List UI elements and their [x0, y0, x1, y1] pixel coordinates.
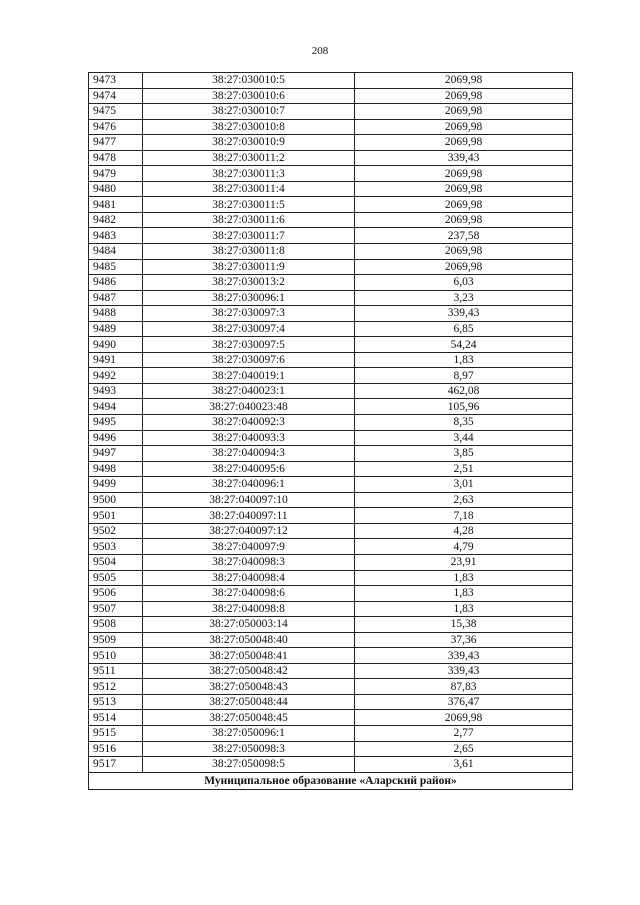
- table-row: [89, 694, 573, 710]
- table-row: [89, 632, 573, 648]
- cadastral-number-cell: 38:27:040093:3: [143, 430, 355, 446]
- table-row: [89, 321, 573, 337]
- row-number-cell: 9504: [89, 554, 143, 570]
- value-cell: 3,61: [355, 757, 573, 773]
- row-number-cell: 9474: [89, 88, 143, 104]
- value-cell: 1,83: [355, 586, 573, 602]
- row-number-cell: 9512: [89, 679, 143, 695]
- cadastral-number-cell: 38:27:040092:3: [143, 415, 355, 431]
- value-cell: 2,63: [355, 492, 573, 508]
- value-cell: 6,85: [355, 321, 573, 337]
- row-number-cell: 9479: [89, 166, 143, 182]
- row-number-cell: 9517: [89, 757, 143, 773]
- row-number-cell: 9513: [89, 694, 143, 710]
- cadastral-number-cell: 38:27:050048:44: [143, 694, 355, 710]
- cadastral-number-cell: 38:27:050048:40: [143, 632, 355, 648]
- row-number-cell: 9514: [89, 710, 143, 726]
- value-cell: 2,77: [355, 725, 573, 741]
- row-number-cell: 9480: [89, 181, 143, 197]
- value-cell: 2,65: [355, 741, 573, 757]
- value-cell: 3,44: [355, 430, 573, 446]
- value-cell: 1,83: [355, 570, 573, 586]
- row-number-cell: 9506: [89, 586, 143, 602]
- value-cell: 1,83: [355, 601, 573, 617]
- row-number-cell: 9476: [89, 119, 143, 135]
- cadastral-number-cell: 38:27:040096:1: [143, 477, 355, 493]
- value-cell: 23,91: [355, 554, 573, 570]
- value-cell: 105,96: [355, 399, 573, 415]
- table-row: [89, 757, 573, 773]
- value-cell: 1,83: [355, 352, 573, 368]
- row-number-cell: 9482: [89, 212, 143, 228]
- value-cell: 339,43: [355, 663, 573, 679]
- cadastral-number-cell: 38:27:040097:9: [143, 539, 355, 555]
- table-row: [89, 290, 573, 306]
- value-cell: 2069,98: [355, 181, 573, 197]
- row-number-cell: 9501: [89, 508, 143, 524]
- table-row: [89, 337, 573, 353]
- value-cell: 3,01: [355, 477, 573, 493]
- value-cell: 3,85: [355, 446, 573, 462]
- value-cell: 2069,98: [355, 119, 573, 135]
- value-cell: 2069,98: [355, 244, 573, 260]
- value-cell: 2069,98: [355, 166, 573, 182]
- table-row: [89, 508, 573, 524]
- value-cell: 7,18: [355, 508, 573, 524]
- row-number-cell: 9496: [89, 430, 143, 446]
- row-number-cell: 9483: [89, 228, 143, 244]
- table-row: [89, 477, 573, 493]
- row-number-cell: 9487: [89, 290, 143, 306]
- cadastral-value-table: [88, 72, 573, 790]
- cadastral-number-cell: 38:27:040098:3: [143, 554, 355, 570]
- cadastral-number-cell: 38:27:030097:3: [143, 306, 355, 322]
- row-number-cell: 9508: [89, 617, 143, 633]
- value-cell: 237,58: [355, 228, 573, 244]
- table-row: [89, 259, 573, 275]
- table-row: [89, 399, 573, 415]
- cadastral-number-cell: 38:27:030097:6: [143, 352, 355, 368]
- row-number-cell: 9492: [89, 368, 143, 384]
- row-number-cell: 9509: [89, 632, 143, 648]
- table-row: [89, 181, 573, 197]
- table-body: [89, 73, 573, 790]
- value-cell: 2069,98: [355, 212, 573, 228]
- row-number-cell: 9489: [89, 321, 143, 337]
- cadastral-number-cell: 38:27:040098:4: [143, 570, 355, 586]
- table-row: [89, 166, 573, 182]
- cadastral-number-cell: 38:27:050098:5: [143, 757, 355, 773]
- value-cell: 2069,98: [355, 135, 573, 151]
- value-cell: 376,47: [355, 694, 573, 710]
- section-heading-row: [89, 772, 573, 789]
- value-cell: 15,38: [355, 617, 573, 633]
- row-number-cell: 9494: [89, 399, 143, 415]
- table-row: [89, 586, 573, 602]
- value-cell: 8,97: [355, 368, 573, 384]
- row-number-cell: 9493: [89, 383, 143, 399]
- row-number-cell: 9495: [89, 415, 143, 431]
- value-cell: 4,28: [355, 523, 573, 539]
- cadastral-number-cell: 38:27:030011:6: [143, 212, 355, 228]
- row-number-cell: 9511: [89, 663, 143, 679]
- cadastral-number-cell: 38:27:030011:7: [143, 228, 355, 244]
- table-row: [89, 197, 573, 213]
- cadastral-number-cell: 38:27:050003:14: [143, 617, 355, 633]
- table-row: [89, 244, 573, 260]
- row-number-cell: 9503: [89, 539, 143, 555]
- value-cell: 462,08: [355, 383, 573, 399]
- value-cell: 339,43: [355, 306, 573, 322]
- value-cell: 2069,98: [355, 104, 573, 120]
- table-row: [89, 119, 573, 135]
- cadastral-number-cell: 38:27:030097:4: [143, 321, 355, 337]
- row-number-cell: 9475: [89, 104, 143, 120]
- cadastral-number-cell: 38:27:050048:42: [143, 663, 355, 679]
- value-cell: 3,23: [355, 290, 573, 306]
- cadastral-number-cell: 38:27:030011:4: [143, 181, 355, 197]
- cadastral-number-cell: 38:27:040095:6: [143, 461, 355, 477]
- cadastral-number-cell: 38:27:030010:9: [143, 135, 355, 151]
- cadastral-number-cell: 38:27:030011:8: [143, 244, 355, 260]
- cadastral-number-cell: 38:27:040019:1: [143, 368, 355, 384]
- section-heading: Муниципальное образование «Аларский район»: [89, 772, 573, 789]
- table-row: [89, 539, 573, 555]
- cadastral-number-cell: 38:27:030010:5: [143, 73, 355, 89]
- table-row: [89, 741, 573, 757]
- cadastral-number-cell: 38:27:040097:10: [143, 492, 355, 508]
- row-number-cell: 9486: [89, 275, 143, 291]
- table-row: [89, 228, 573, 244]
- value-cell: 87,83: [355, 679, 573, 695]
- value-cell: 2069,98: [355, 710, 573, 726]
- row-number-cell: 9491: [89, 352, 143, 368]
- table-row: [89, 73, 573, 89]
- table-row: [89, 554, 573, 570]
- cadastral-number-cell: 38:27:030010:6: [143, 88, 355, 104]
- cadastral-number-cell: 38:27:030011:2: [143, 150, 355, 166]
- cadastral-number-cell: 38:27:040098:8: [143, 601, 355, 617]
- table-row: [89, 88, 573, 104]
- row-number-cell: 9515: [89, 725, 143, 741]
- value-cell: 2069,98: [355, 73, 573, 89]
- row-number-cell: 9505: [89, 570, 143, 586]
- table-row: [89, 212, 573, 228]
- cadastral-number-cell: 38:27:040094:3: [143, 446, 355, 462]
- table-row: [89, 104, 573, 120]
- table-row: [89, 710, 573, 726]
- table-row: [89, 415, 573, 431]
- table-row: [89, 461, 573, 477]
- cadastral-number-cell: 38:27:040097:11: [143, 508, 355, 524]
- value-cell: 2,51: [355, 461, 573, 477]
- table-row: [89, 679, 573, 695]
- table-row: [89, 275, 573, 291]
- cadastral-number-cell: 38:27:030013:2: [143, 275, 355, 291]
- table-row: [89, 617, 573, 633]
- row-number-cell: 9473: [89, 73, 143, 89]
- row-number-cell: 9477: [89, 135, 143, 151]
- page-number: 208: [311, 45, 329, 57]
- table-row: [89, 663, 573, 679]
- value-cell: 2069,98: [355, 197, 573, 213]
- cadastral-number-cell: 38:27:040098:6: [143, 586, 355, 602]
- row-number-cell: 9507: [89, 601, 143, 617]
- table-row: [89, 135, 573, 151]
- cadastral-number-cell: 38:27:050048:45: [143, 710, 355, 726]
- value-cell: 6,03: [355, 275, 573, 291]
- table-row: [89, 352, 573, 368]
- cadastral-number-cell: 38:27:040023:1: [143, 383, 355, 399]
- table-row: [89, 492, 573, 508]
- table-row: [89, 368, 573, 384]
- row-number-cell: 9510: [89, 648, 143, 664]
- table-row: [89, 306, 573, 322]
- cadastral-number-cell: 38:27:050048:43: [143, 679, 355, 695]
- cadastral-number-cell: 38:27:050098:3: [143, 741, 355, 757]
- cadastral-number-cell: 38:27:040023:48: [143, 399, 355, 415]
- table-row: [89, 648, 573, 664]
- value-cell: 2069,98: [355, 88, 573, 104]
- cadastral-number-cell: 38:27:030097:5: [143, 337, 355, 353]
- table-row: [89, 523, 573, 539]
- row-number-cell: 9502: [89, 523, 143, 539]
- cadastral-number-cell: 38:27:040097:12: [143, 523, 355, 539]
- row-number-cell: 9497: [89, 446, 143, 462]
- row-number-cell: 9490: [89, 337, 143, 353]
- table-row: [89, 150, 573, 166]
- value-cell: 4,79: [355, 539, 573, 555]
- row-number-cell: 9516: [89, 741, 143, 757]
- table-row: [89, 601, 573, 617]
- row-number-cell: 9484: [89, 244, 143, 260]
- row-number-cell: 9478: [89, 150, 143, 166]
- row-number-cell: 9500: [89, 492, 143, 508]
- row-number-cell: 9498: [89, 461, 143, 477]
- row-number-cell: 9481: [89, 197, 143, 213]
- row-number-cell: 9499: [89, 477, 143, 493]
- cadastral-number-cell: 38:27:050048:41: [143, 648, 355, 664]
- row-number-cell: 9485: [89, 259, 143, 275]
- table-row: [89, 383, 573, 399]
- table-row: [89, 725, 573, 741]
- value-cell: 339,43: [355, 648, 573, 664]
- value-cell: 2069,98: [355, 259, 573, 275]
- table-row: [89, 570, 573, 586]
- cadastral-number-cell: 38:27:030010:8: [143, 119, 355, 135]
- value-cell: 37,36: [355, 632, 573, 648]
- value-cell: 8,35: [355, 415, 573, 431]
- row-number-cell: 9488: [89, 306, 143, 322]
- cadastral-number-cell: 38:27:030096:1: [143, 290, 355, 306]
- table-row: [89, 430, 573, 446]
- cadastral-number-cell: 38:27:050096:1: [143, 725, 355, 741]
- value-cell: 339,43: [355, 150, 573, 166]
- table-row: [89, 446, 573, 462]
- cadastral-number-cell: 38:27:030011:5: [143, 197, 355, 213]
- cadastral-number-cell: 38:27:030011:3: [143, 166, 355, 182]
- cadastral-number-cell: 38:27:030010:7: [143, 104, 355, 120]
- value-cell: 54,24: [355, 337, 573, 353]
- cadastral-number-cell: 38:27:030011:9: [143, 259, 355, 275]
